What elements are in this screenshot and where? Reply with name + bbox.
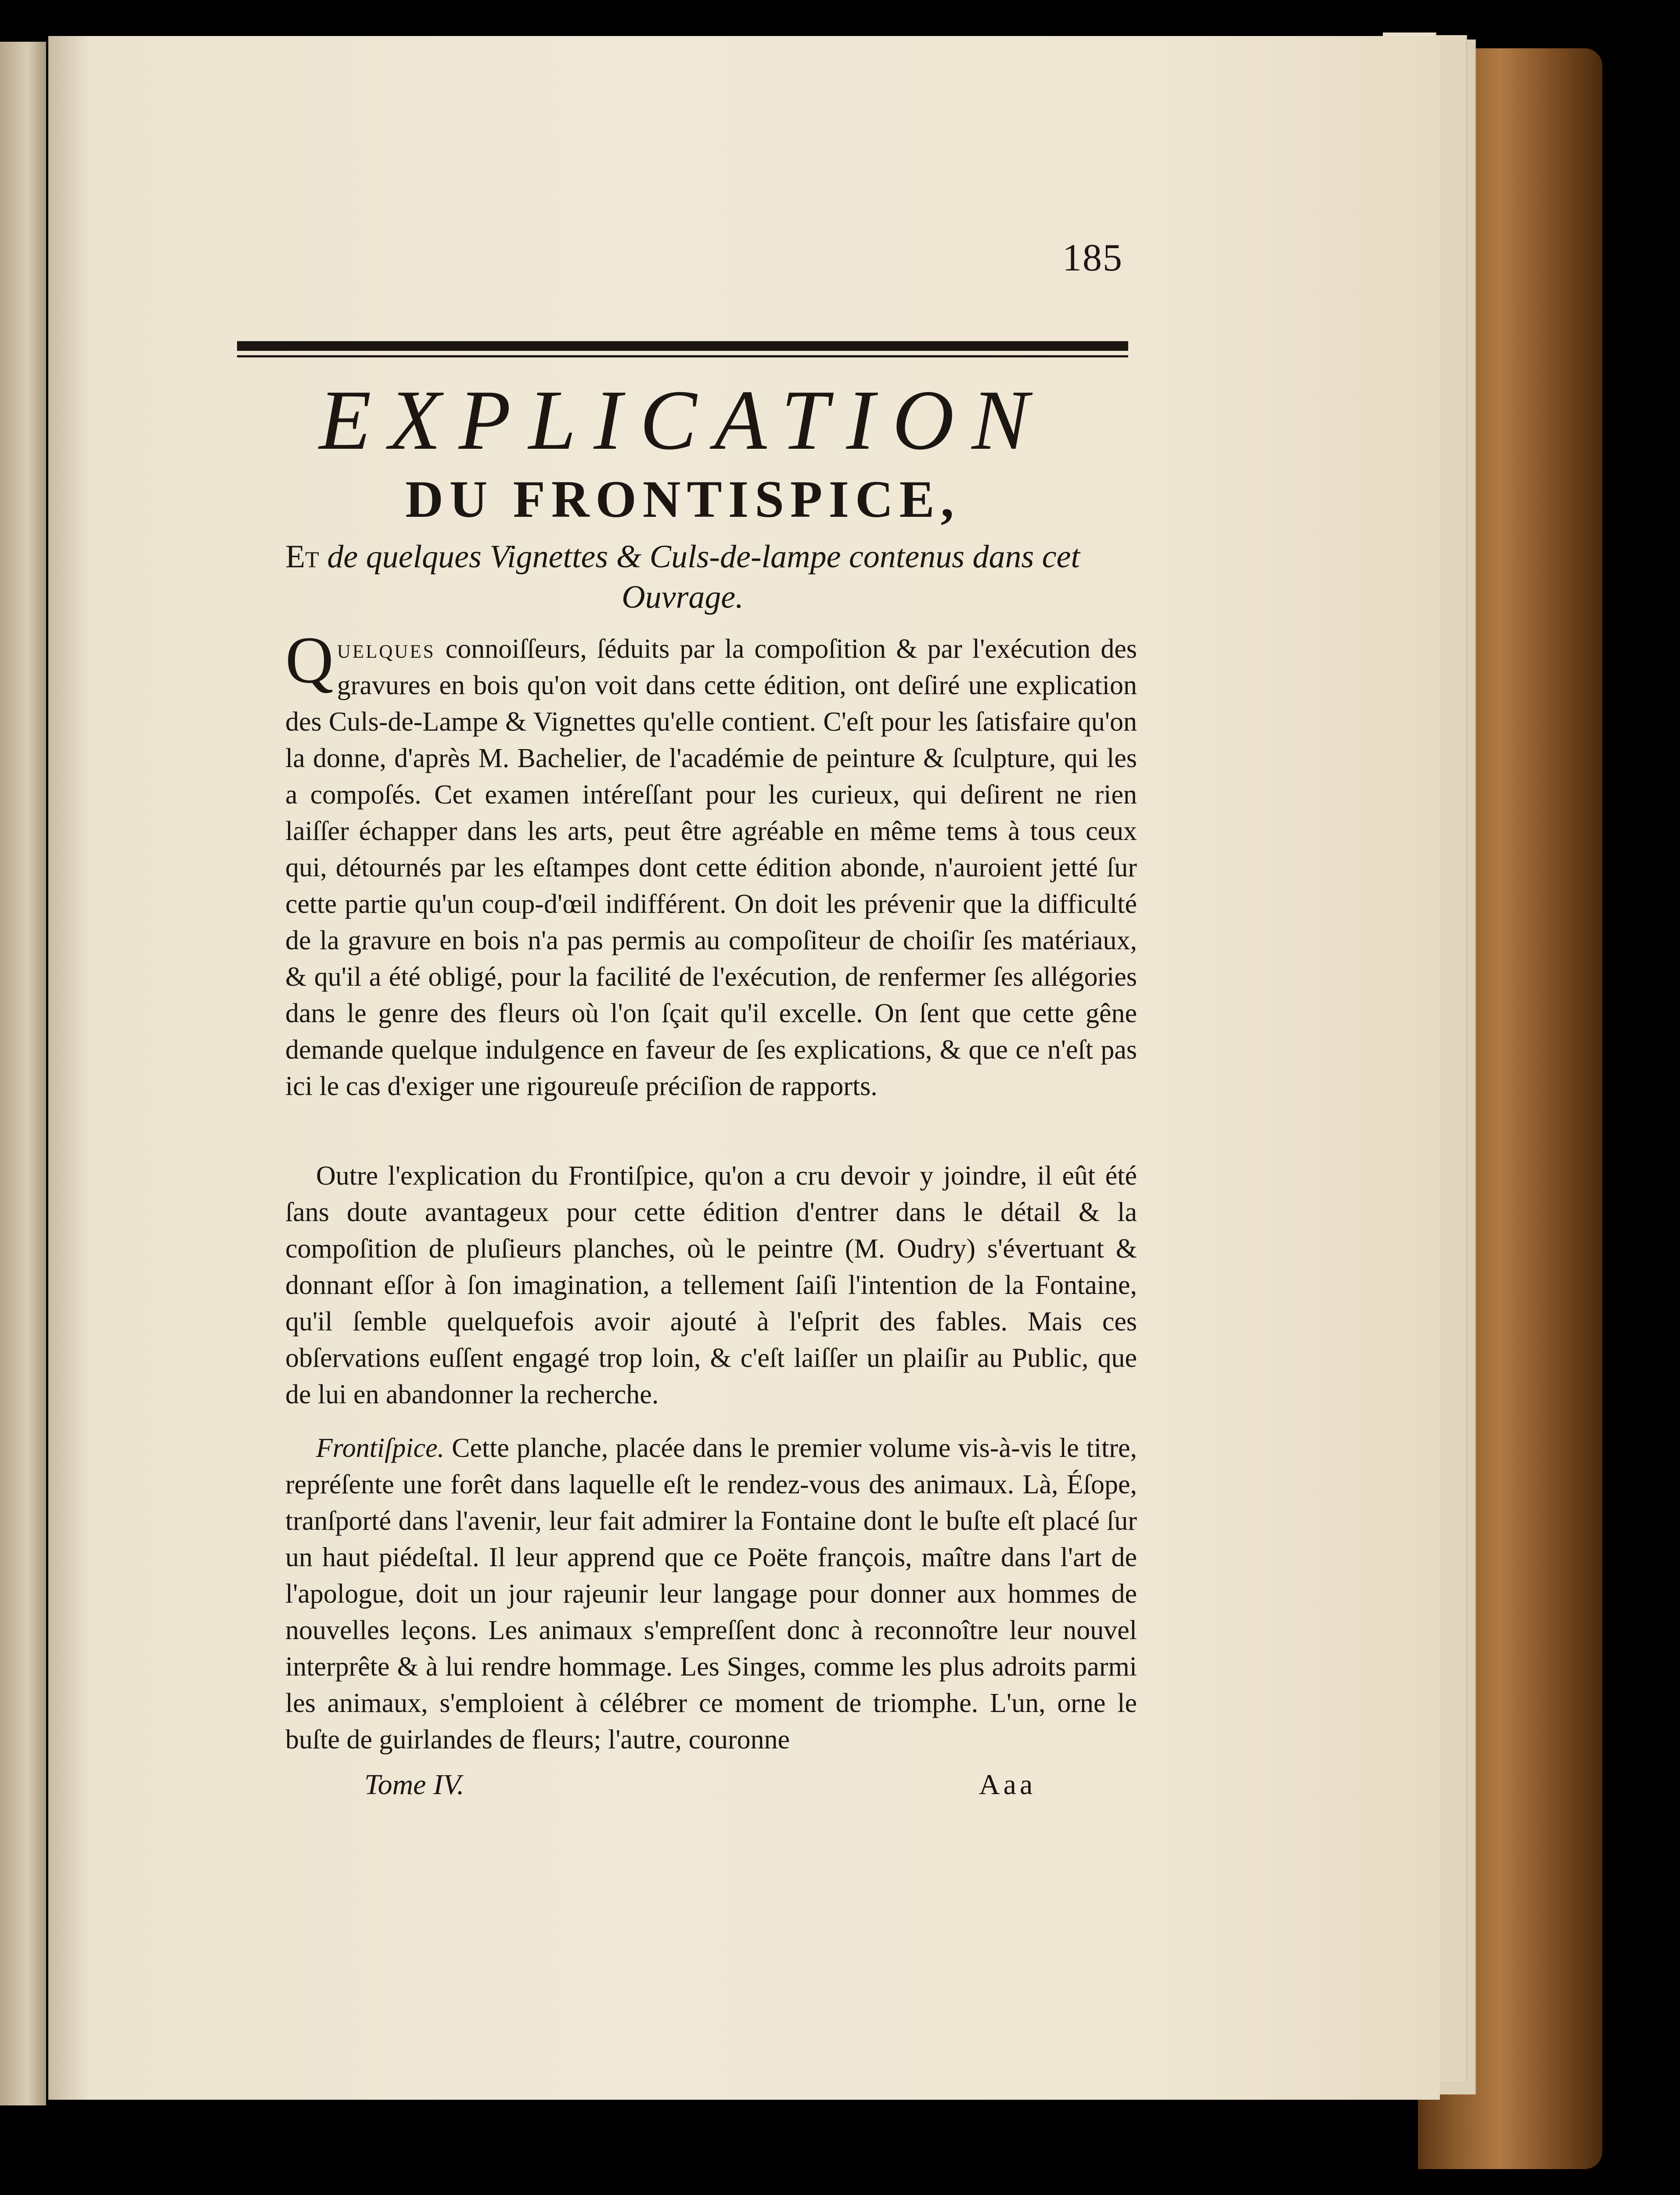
paragraph-3-lead: Frontiſpice. bbox=[316, 1433, 445, 1463]
tome-label: Tome IV. bbox=[364, 1769, 464, 1801]
header-rule-thin bbox=[237, 355, 1128, 357]
paragraph-2: Outre l'explication du Frontiſpice, qu'on a cru devoir y joindre, il eût été ſans doute avantageux pour cette édition d'entrer dans le détail & la compoſition de pluſieurs planches, où le peintre (M. Oudry) s'évertuant & donnant eſſor à ſon imagination, a tellement ſaiſi l'intention de la Fontaine, qu'il ſemble quelquefois avoir ajouté à l'eſprit des fables. Mais ces obſervations euſſent engagé trop loin, & c'eſt laiſſer un plaiſir au Public, que de lui en abandonner la recherche. bbox=[285, 1161, 1137, 1409]
header-rule bbox=[237, 341, 1128, 351]
signature-mark: Aaa bbox=[979, 1769, 1036, 1801]
subtitle-lead: Et bbox=[285, 539, 319, 575]
paragraph-1 bbox=[285, 623, 1137, 1105]
page-subtitle-italic bbox=[255, 537, 1111, 617]
page-number: 185 bbox=[1062, 237, 1123, 279]
book-page bbox=[48, 36, 1440, 2100]
page-subtitle: DU FRONTISPICE, bbox=[405, 470, 960, 528]
subtitle-rest: de quelques Vignettes & Culs-de-lampe contenus dans cet Ouvrage. bbox=[327, 539, 1080, 615]
previous-page-edge bbox=[0, 42, 46, 2105]
paragraph-3 bbox=[285, 1430, 1137, 1758]
paragraph-1-text: connoiſſeurs, ſéduits par la compoſition & par l'exécution des gravures en bois qu'on voit dans cette édition, ont deſiré une explication des Culs-de-Lampe & Vignettes qu'elle contient. C'eſt pour les ſatisfaire qu'on la donne, d'après M. Bachelier, de l'académie de peinture & ſculpture, qui les a compoſés. Cet examen intéreſſant pour les curieux, qui deſirent ne rien laiſſer échapper dans les arts, peut être agréable en même tems à tous ceux qui, détournés par les eſtampes dont cette édition abonde, n'auroient jetté ſur cette partie qu'un coup-d'œil indifférent. On doit les prévenir que la difficulté de la gravure en bois n'a pas permis au compoſiteur de choiſir ſes matériaux, & qu'il a été obligé, pour la facilité de l'exécution, de renfermer ſes allégories dans le genre des fleurs où l'on ſçait qu'il excelle. On ſent que cette gêne demande quelque indulgence en faveur de ſes explications, & que ce n'eſt pas ici le cas d'exiger une rigoureuſe préciſion de rapports. bbox=[285, 634, 1137, 1101]
paragraph-3-text: Cette planche, placée dans le premier volume vis-à-vis le titre, repréſente une forêt dans laquelle eſt le rendez-vous des animaux. Là, Éſope, tranſporté dans l'avenir, leur fait admirer la Fontaine dont le buſte eſt placé ſur un haut piédeſtal. Il leur apprend que ce Poëte françois, maître dans l'art de l'apologue, doit un jour rajeunir leur langage pour donner aux hommes de nouvelles leçons. Les animaux s'empreſſent donc à reconnoître leur nouvel interprête & à lui rendre hommage. Les Singes, comme les plus adroits parmi les animaux, s'emploient à célébrer ce moment de triomphe. L'un, orne le buſte de guirlandes de fleurs; l'autre, couronne bbox=[285, 1433, 1137, 1755]
drop-cap: Q bbox=[285, 623, 334, 697]
page-title: EXPLICATION bbox=[319, 373, 1047, 468]
paragraph-1-smallcaps: uelques bbox=[337, 634, 435, 664]
